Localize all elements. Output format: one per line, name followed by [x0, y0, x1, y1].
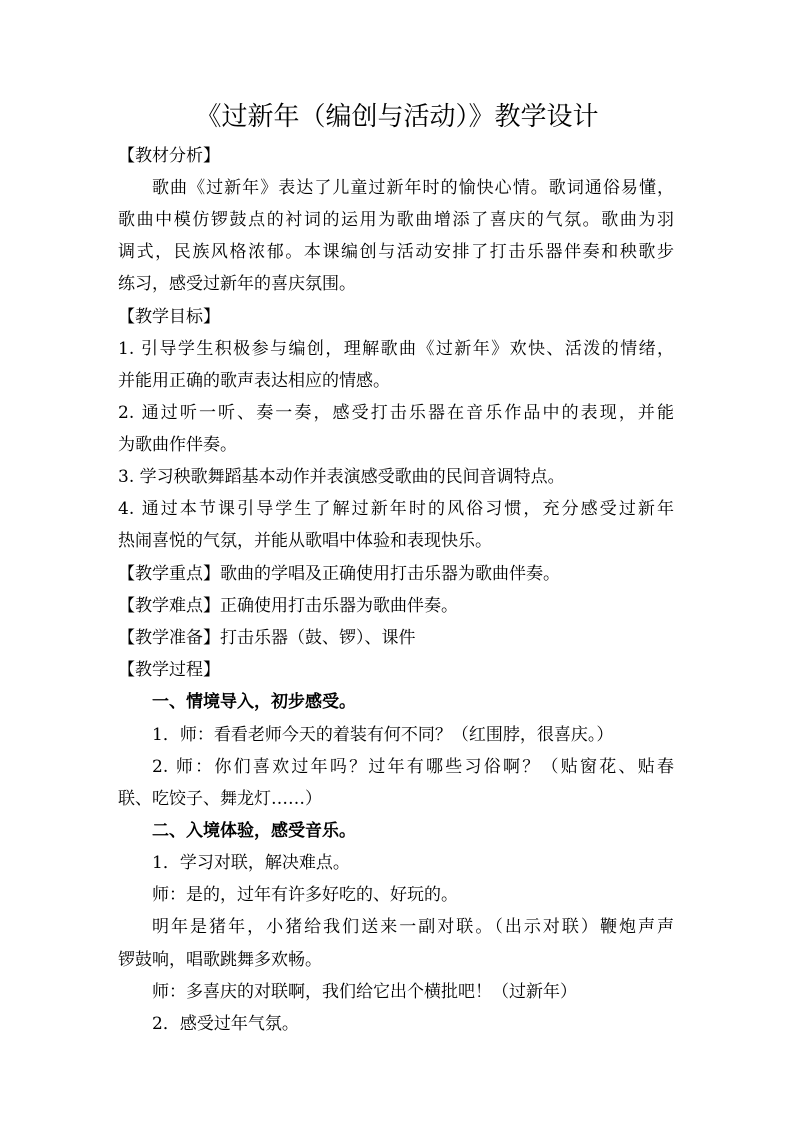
section-heading-goals: 【教学目标】: [118, 307, 220, 327]
process-line: 锣鼓响，唱歌跳舞多欢畅。: [118, 950, 322, 970]
section-heading-process: 【教学过程】: [118, 660, 220, 680]
process-step-heading: 一、情境导入，初步感受。: [152, 692, 356, 712]
paragraph-line: 歌曲中模仿锣鼓点的衬词的运用为歌曲增添了喜庆的气氛。歌曲为羽: [118, 210, 674, 230]
process-line: 师：多喜庆的对联啊，我们给它出个横批吧！（过新年）: [152, 982, 577, 1002]
paragraph-line: 歌曲《过新年》表达了儿童过新年时的愉快心情。歌词通俗易懂，: [152, 178, 674, 198]
goal-line: 并能用正确的歌声表达相应的情感。: [118, 371, 390, 391]
goal-line: 1. 引导学生积极参与编创，理解歌曲《过新年》欢快、活泼的情绪，: [118, 339, 674, 359]
document-title: 《过新年（编创与活动）》教学设计: [195, 102, 599, 132]
process-line: 明年是猪年，小猪给我们送来一副对联。（出示对联）鞭炮声声: [152, 917, 674, 937]
section-heading-analysis: 【教材分析】: [118, 146, 220, 166]
goal-line: 2. 通过听一听、奏一奏，感受打击乐器在音乐作品中的表现，并能: [118, 403, 674, 423]
key-point-line: 【教学重点】歌曲的学唱及正确使用打击乐器为歌曲伴奏。: [118, 564, 560, 584]
goal-line: 热闹喜悦的气氛，并能从歌唱中体验和表现快乐。: [118, 531, 492, 551]
process-line: 1．学习对联，解决难点。: [152, 853, 350, 873]
process-step-heading: 二、入境体验，感受音乐。: [152, 821, 356, 841]
preparation-line: 【教学准备】打击乐器（鼓、锣）、课件: [118, 628, 416, 648]
difficulty-line: 【教学难点】正确使用打击乐器为歌曲伴奏。: [118, 596, 458, 616]
process-line: 联、吃饺子、舞龙灯……）: [118, 789, 322, 809]
paragraph-line: 调式，民族风格浓郁。本课编创与活动安排了打击乐器伴奏和秧歌步: [118, 242, 674, 262]
paragraph-line: 练习，感受过新年的喜庆氛围。: [118, 274, 356, 294]
process-line: 1．师：看看老师今天的着装有何不同？（红围脖，很喜庆。）: [152, 725, 614, 745]
process-line: 2．感受过年气氛。: [152, 1014, 299, 1034]
goal-line: 4. 通过本节课引导学生了解过新年时的风俗习惯，充分感受过新年: [118, 499, 674, 519]
goal-line: 为歌曲作伴奏。: [118, 435, 237, 455]
process-line: 2. 师：你们喜欢过年吗？过年有哪些习俗啊？（贴窗花、贴春: [152, 757, 674, 777]
process-line: 师：是的，过年有许多好吃的、好玩的。: [152, 885, 458, 905]
goal-line: 3. 学习秧歌舞蹈基本动作并表演感受歌曲的民间音调特点。: [118, 467, 565, 487]
